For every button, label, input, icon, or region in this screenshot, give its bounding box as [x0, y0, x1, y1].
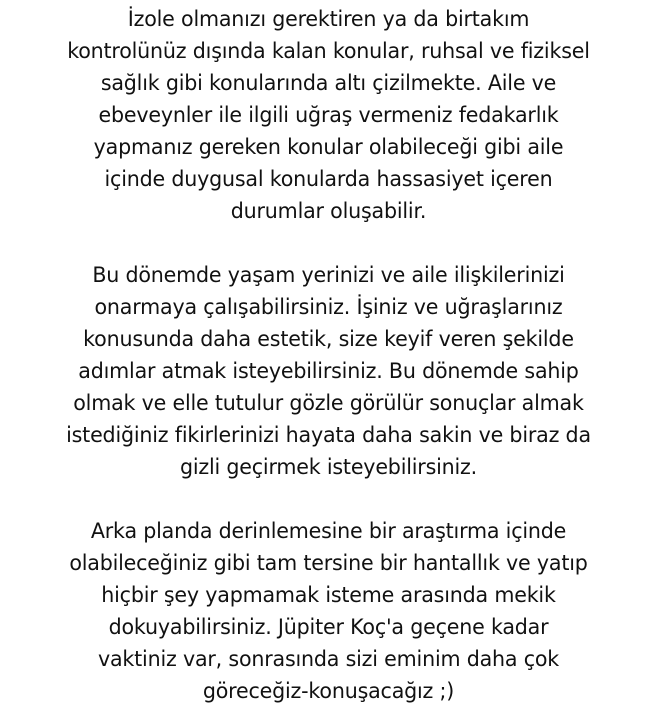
paragraph-3 — [0, 515, 657, 707]
paragraph-2 — [0, 259, 657, 483]
paragraph-line: yapmanız gereken konular olabileceği gibi aile — [93, 135, 564, 159]
paragraph-line: olmak ve elle tutulur gözle görülür sonuçlar almak — [73, 391, 584, 415]
paragraph-line: istediğiniz fikirlerinizi hayata daha sakin ve biraz da — [66, 423, 591, 447]
paragraph-line: gizli geçirmek isteyebilirsiniz. — [179, 455, 478, 479]
paragraph-line: Arka planda derinlemesine bir araştırma içinde — [90, 519, 567, 543]
paragraph-line: İzole olmanızı gerektiren ya da birtakım — [127, 7, 530, 31]
paragraph-line: kontrolünüz dışında kalan konular, ruhsal ve fiziksel — [67, 39, 590, 63]
paragraph-1 — [0, 3, 657, 227]
paragraph-line: Bu dönemde yaşam yerinizi ve aile ilişkilerinizi — [92, 263, 565, 287]
paragraph-line: sağlık gibi konularında altı çizilmekte. Aile ve — [100, 71, 557, 95]
paragraph-line: adımlar atmak isteyebilirsiniz. Bu dönemde sahip — [78, 359, 579, 383]
paragraph-line: onarmaya çalışabilirsiniz. İşiniz ve uğraşlarınız — [94, 295, 563, 319]
paragraph-line: konusunda daha estetik, size keyif veren şekilde — [83, 327, 574, 351]
paragraph-line: göreceğiz-konuşacağız ;) — [202, 679, 455, 703]
paragraph-line: dokuyabilirsiniz. Jüpiter Koç'a geçene kadar — [108, 615, 549, 639]
paragraph-line: vaktiniz var, sonrasında sizi eminim daha çok — [97, 647, 560, 671]
paragraph-line: olabileceğiniz gibi tam tersine bir hantallık ve yatıp — [69, 551, 588, 575]
paragraph-line: içinde duygusal konularda hassasiyet içeren — [104, 167, 553, 191]
paragraph-line: ebeveynler ile ilgili uğraş vermeniz fedakarlık — [98, 103, 559, 127]
paragraph-line: hiçbir şey yapmamak isteme arasında mekik — [101, 583, 556, 607]
paragraph-line: durumlar oluşabilir. — [230, 199, 427, 223]
